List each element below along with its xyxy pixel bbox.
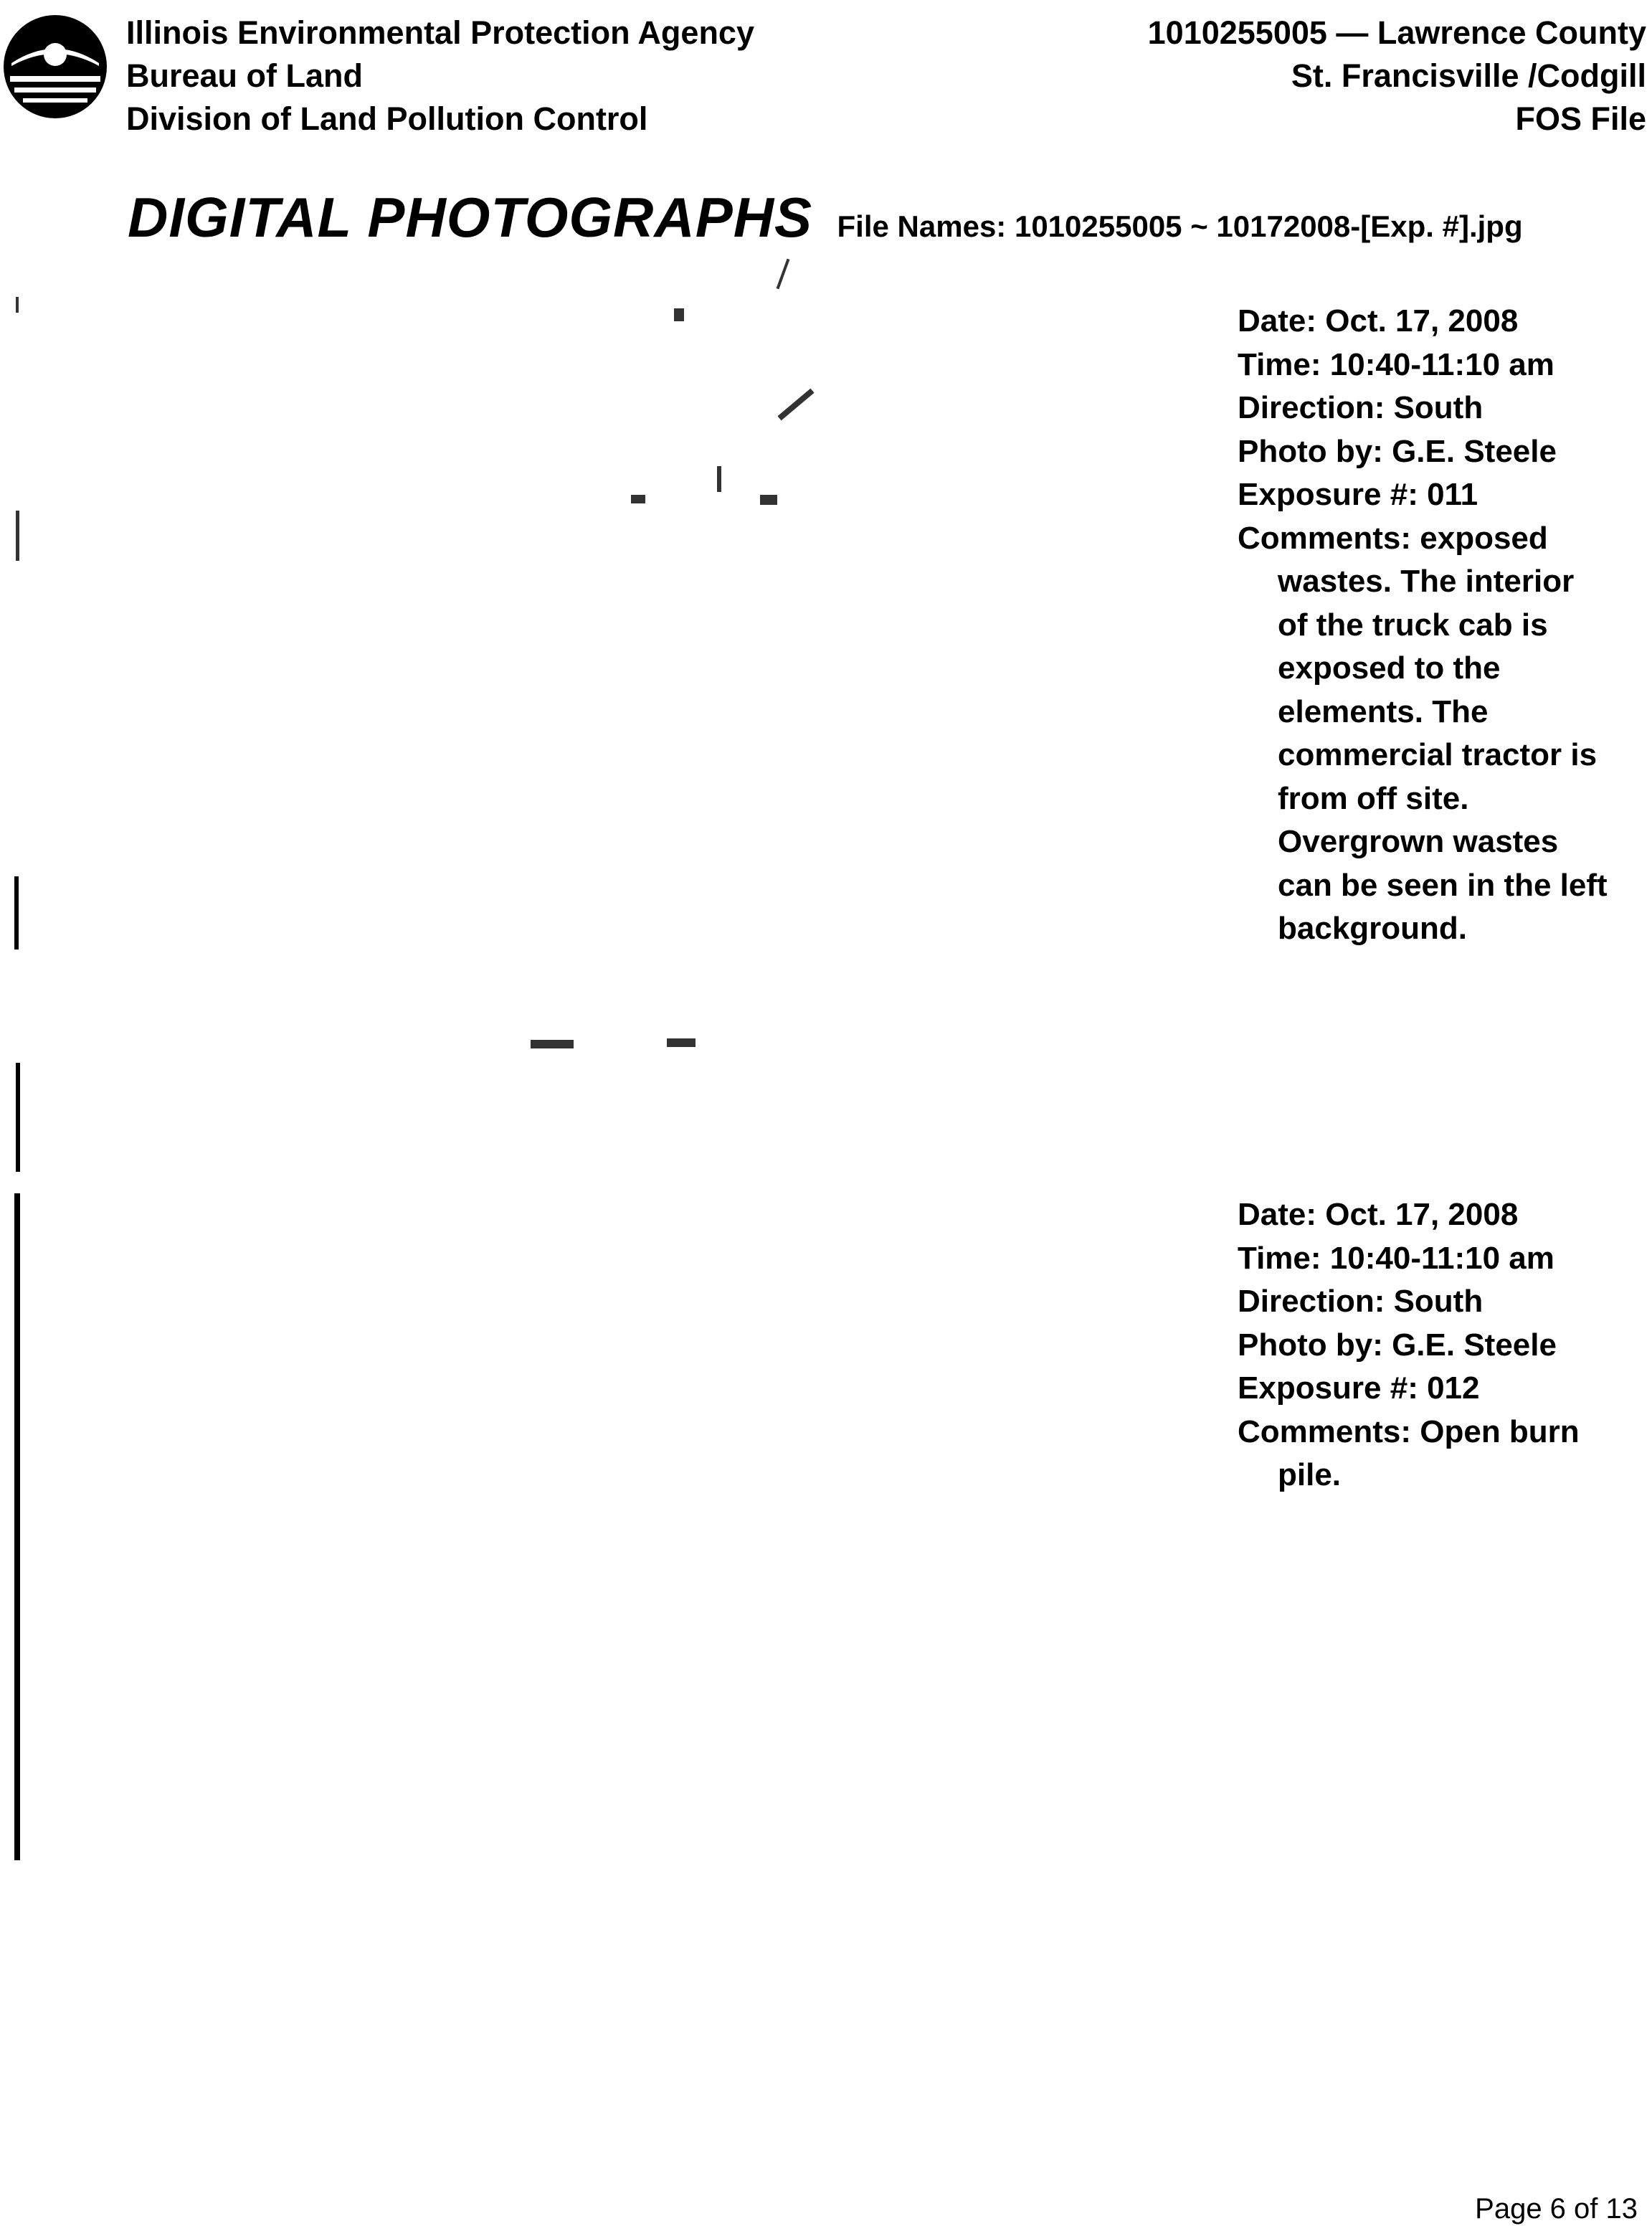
scan-artifact-speck [16, 297, 19, 313]
scan-artifact-speck [531, 1040, 574, 1048]
photo-metadata-011 [1238, 300, 1610, 951]
photo-by: Photo by: G.E. Steele [1238, 1327, 1557, 1363]
document-title: DIGITAL PHOTOGRAPHS [128, 186, 813, 249]
photo-direction: Direction: South [1238, 1284, 1484, 1319]
title-row [128, 185, 1523, 250]
photo-time: Time: 10:40-11:10 am [1238, 346, 1554, 382]
scan-artifact-speck [760, 495, 777, 505]
scan-artifact-bar [16, 1063, 20, 1172]
photo-date: Date: Oct. 17, 2008 [1238, 1197, 1519, 1232]
site-id-county: 1010255005 — Lawrence County [1147, 14, 1646, 51]
scan-artifact-speck [667, 1038, 696, 1047]
scan-artifact-speck [16, 511, 19, 561]
scan-artifact-speck [777, 259, 790, 290]
photo-by: Photo by: G.E. Steele [1238, 433, 1557, 469]
photo-exposure: Exposure #: 012 [1238, 1370, 1480, 1406]
illinois-epa-seal-icon [1, 13, 109, 120]
photo-direction: Direction: South [1238, 390, 1484, 425]
photo-comments: Comments: Open burn pile. [1238, 1413, 1580, 1492]
bureau-name: Bureau of Land [126, 57, 364, 94]
photo-exposure: Exposure #: 011 [1238, 477, 1478, 512]
scan-artifact-bar [14, 1193, 20, 1860]
agency-header [126, 11, 754, 141]
scan-artifact-speck [777, 389, 814, 421]
scan-artifact-speck [674, 308, 684, 321]
photo-comments: Comments: exposed wastes. The interior of the truck cab is exposed to the elements. The commercial tractor is from off site. Overgrown wastes can be seen in the left background. [1238, 520, 1608, 946]
page-number: Page 6 of 13 [1475, 2193, 1638, 2225]
photo-metadata-012 [1238, 1193, 1610, 1497]
site-location: St. Francisville /Codgill [1291, 57, 1646, 94]
photo-date: Date: Oct. 17, 2008 [1238, 303, 1519, 338]
scan-artifact-bar [14, 876, 19, 949]
file-type: FOS File [1515, 100, 1646, 137]
photo-time: Time: 10:40-11:10 am [1238, 1240, 1554, 1276]
scan-artifact-speck [717, 466, 721, 492]
agency-name: Illinois Environmental Protection Agency [126, 14, 754, 51]
division-name: Division of Land Pollution Control [126, 100, 648, 137]
file-names: File Names: 1010255005 ~ 10172008-[Exp. #].jpg [837, 209, 1523, 243]
scan-artifact-speck [631, 495, 645, 503]
site-info-header [1148, 11, 1646, 141]
